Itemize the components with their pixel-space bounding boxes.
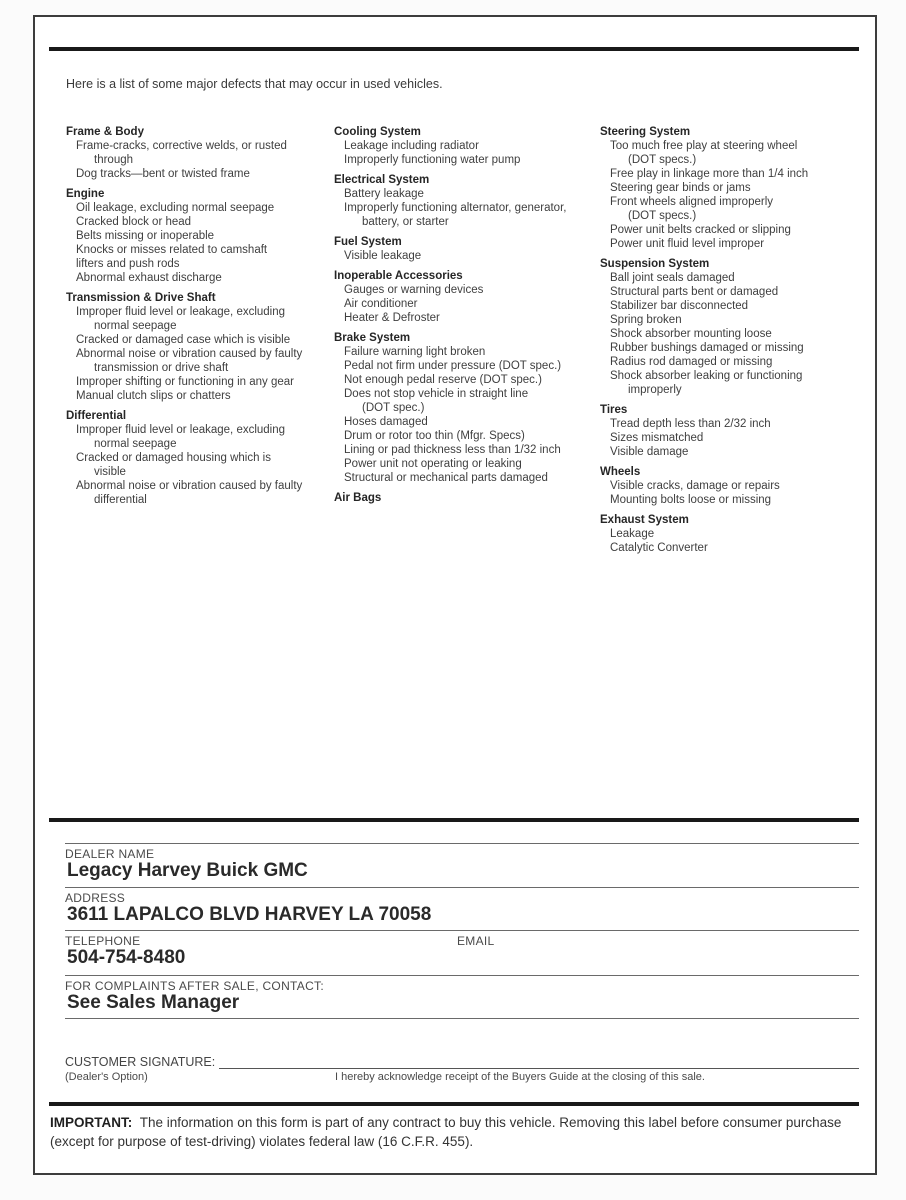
defect-item: Visible leakage — [344, 250, 422, 262]
defect-item: Shock absorber leaking or functioning — [610, 370, 803, 382]
defect-item: Improper fluid level or leakage, excluding — [76, 424, 286, 436]
dealer-name-field — [65, 843, 859, 887]
defect-item: transmission or drive shaft — [94, 362, 229, 374]
defect-item: Improperly functioning alternator, generator, — [344, 202, 567, 214]
defect-item: improperly — [628, 384, 682, 396]
defect-category-heading: Suspension System — [600, 258, 710, 270]
defect-item: Abnormal exhaust discharge — [76, 272, 222, 284]
defect-item: Oil leakage, excluding normal seepage — [76, 202, 275, 214]
defect-item: Improper shifting or functioning in any gear — [76, 376, 294, 388]
defect-item: Stabilizer bar disconnected — [610, 300, 749, 312]
defect-section — [66, 409, 334, 507]
defect-category-heading: Air Bags — [334, 492, 382, 504]
intro-text: Here is a list of some major defects that may occur in used vehicles. — [66, 77, 443, 91]
complaints-contact-label: FOR COMPLAINTS AFTER SALE, CONTACT: — [65, 979, 324, 993]
defect-category-heading: Engine — [66, 188, 105, 200]
defect-section — [334, 331, 600, 485]
important-label: IMPORTANT: — [50, 1115, 133, 1130]
defect-section — [600, 125, 867, 251]
telephone-value: 504-754-8480 — [67, 947, 186, 968]
defect-item: Power unit fluid level improper — [610, 238, 765, 250]
defect-item: Structural parts bent or damaged — [610, 286, 779, 298]
defect-item: Does not stop vehicle in straight line — [344, 388, 529, 400]
signature-section — [65, 1055, 859, 1083]
defect-category-heading: Exhaust System — [600, 514, 689, 526]
telephone-email-field — [65, 930, 859, 975]
defect-item: Visible damage — [610, 446, 689, 458]
important-notice — [50, 1113, 851, 1151]
defect-item: Cracked block or head — [76, 216, 192, 228]
defect-section — [334, 235, 600, 263]
address-label: ADDRESS — [65, 891, 126, 905]
defect-item: battery, or starter — [362, 216, 449, 228]
defect-item: Failure warning light broken — [344, 346, 486, 358]
complaints-contact-field — [65, 975, 859, 1018]
defect-item: lifters and push rods — [76, 258, 180, 270]
defect-item: normal seepage — [94, 320, 177, 332]
defect-category-heading: Cooling System — [334, 126, 421, 138]
defect-item: Ball joint seals damaged — [610, 272, 735, 284]
defect-item: Visible cracks, damage or repairs — [610, 480, 780, 492]
dealer-option-note: (Dealer's Option) — [65, 1071, 148, 1083]
defect-item: Power unit belts cracked or slipping — [610, 224, 791, 236]
buyers-guide-page — [33, 15, 877, 1175]
defect-item: Cracked or damaged housing which is — [76, 452, 271, 464]
address-field — [65, 887, 859, 930]
defect-section — [334, 491, 600, 505]
defect-item: Radius rod damaged or missing — [610, 356, 773, 368]
defect-item: Belts missing or inoperable — [76, 230, 215, 242]
defect-section — [334, 173, 600, 229]
defect-item: Improper fluid level or leakage, excluding — [76, 306, 286, 318]
defect-section — [600, 513, 867, 555]
defect-item: Leakage including radiator — [344, 140, 479, 152]
telephone-label: TELEPHONE — [65, 934, 141, 948]
defect-category-heading: Frame & Body — [66, 126, 144, 138]
defects-column-3 — [600, 123, 867, 561]
defect-item: Heater & Defroster — [344, 312, 440, 324]
defect-item: Cracked or damaged case which is visible — [76, 334, 291, 346]
defect-item: Battery leakage — [344, 188, 424, 200]
defect-item: Rubber bushings damaged or missing — [610, 342, 804, 354]
defects-column-1 — [66, 123, 334, 561]
defect-item: Lining or pad thickness less than 1/32 inch — [344, 444, 561, 456]
defect-section — [334, 125, 600, 167]
dealer-name-value: Legacy Harvey Buick GMC — [67, 860, 308, 881]
defect-section — [600, 403, 867, 459]
form-top-divider — [49, 818, 859, 822]
defect-item: (DOT spec.) — [362, 402, 425, 414]
defect-section — [66, 187, 334, 285]
address-value: 3611 LAPALCO BLVD HARVEY LA 70058 — [67, 904, 432, 925]
defect-item: Sizes mismatched — [610, 432, 704, 444]
defect-category-heading: Inoperable Accessories — [334, 270, 463, 282]
defect-section — [66, 291, 334, 403]
defect-item: differential — [94, 494, 147, 506]
defect-item: Pedal not firm under pressure (DOT spec.) — [344, 360, 562, 372]
defect-item: Catalytic Converter — [610, 542, 708, 554]
defect-item: Free play in linkage more than 1/4 inch — [610, 168, 809, 180]
defect-item: visible — [94, 466, 126, 478]
defect-category-heading: Fuel System — [334, 236, 402, 248]
defect-item: Hoses damaged — [344, 416, 428, 428]
acknowledgment-text: I hereby acknowledge receipt of the Buyers Guide at the closing of this sale. — [335, 1071, 705, 1083]
form-bottom-line — [65, 1018, 859, 1019]
defect-item: Structural or mechanical parts damaged — [344, 472, 548, 484]
top-divider — [49, 47, 859, 51]
signature-line — [219, 1055, 859, 1069]
defect-section — [600, 465, 867, 507]
defect-item: Mounting bolts loose or missing — [610, 494, 772, 506]
email-label: EMAIL — [457, 934, 495, 948]
defect-item: Front wheels aligned improperly — [610, 196, 773, 208]
defect-item: (DOT specs.) — [628, 154, 697, 166]
defect-item: (DOT specs.) — [628, 210, 697, 222]
defect-section — [66, 125, 334, 181]
defect-item: Too much free play at steering wheel — [610, 140, 798, 152]
defect-item: Leakage — [610, 528, 655, 540]
email-field — [457, 931, 859, 975]
defect-item: Steering gear binds or jams — [610, 182, 751, 194]
defect-item: through — [94, 154, 134, 166]
defect-category-heading: Wheels — [600, 466, 641, 478]
defect-item: Spring broken — [610, 314, 682, 326]
defect-item: Knocks or misses related to camshaft — [76, 244, 268, 256]
defect-item: Air conditioner — [344, 298, 418, 310]
defect-category-heading: Tires — [600, 404, 628, 416]
defect-item: Tread depth less than 2/32 inch — [610, 418, 771, 430]
defect-item: Shock absorber mounting loose — [610, 328, 772, 340]
email-value — [457, 948, 859, 969]
defect-item: normal seepage — [94, 438, 177, 450]
defect-category-heading: Electrical System — [334, 174, 430, 186]
defect-item: Power unit not operating or leaking — [344, 458, 522, 470]
dealer-info-form — [65, 843, 859, 1019]
defect-item: Abnormal noise or vibration caused by faulty — [76, 480, 303, 492]
defect-item: Gauges or warning devices — [344, 284, 484, 296]
defect-section — [600, 257, 867, 397]
defect-category-heading: Steering System — [600, 126, 691, 138]
defect-section — [334, 269, 600, 325]
defect-item: Manual clutch slips or chatters — [76, 390, 231, 402]
defect-item: Dog tracks—bent or twisted frame — [76, 168, 250, 180]
defect-item: Frame-cracks, corrective welds, or rusted — [76, 140, 287, 152]
defect-category-heading: Brake System — [334, 332, 411, 344]
important-divider — [49, 1102, 859, 1106]
dealer-name-label: DEALER NAME — [65, 847, 155, 861]
important-text: The information on this form is part of any contract to buy this vehicle. Removing this label before consumer purchase (except for purpose of test-driving) violates federal law (16 C.F.R. 455). — [50, 1115, 842, 1149]
telephone-field — [65, 931, 457, 975]
defects-columns — [66, 123, 867, 561]
defect-item: Not enough pedal reserve (DOT spec.) — [344, 374, 542, 386]
defect-category-heading: Differential — [66, 410, 127, 422]
defect-item: Abnormal noise or vibration caused by faulty — [76, 348, 303, 360]
defect-category-heading: Transmission & Drive Shaft — [66, 292, 216, 304]
defects-column-2 — [334, 123, 600, 561]
defect-item: Drum or rotor too thin (Mfgr. Specs) — [344, 430, 525, 442]
complaints-contact-value: See Sales Manager — [67, 992, 240, 1013]
customer-signature-label: CUSTOMER SIGNATURE: — [65, 1055, 216, 1069]
defect-item: Improperly functioning water pump — [344, 154, 521, 166]
